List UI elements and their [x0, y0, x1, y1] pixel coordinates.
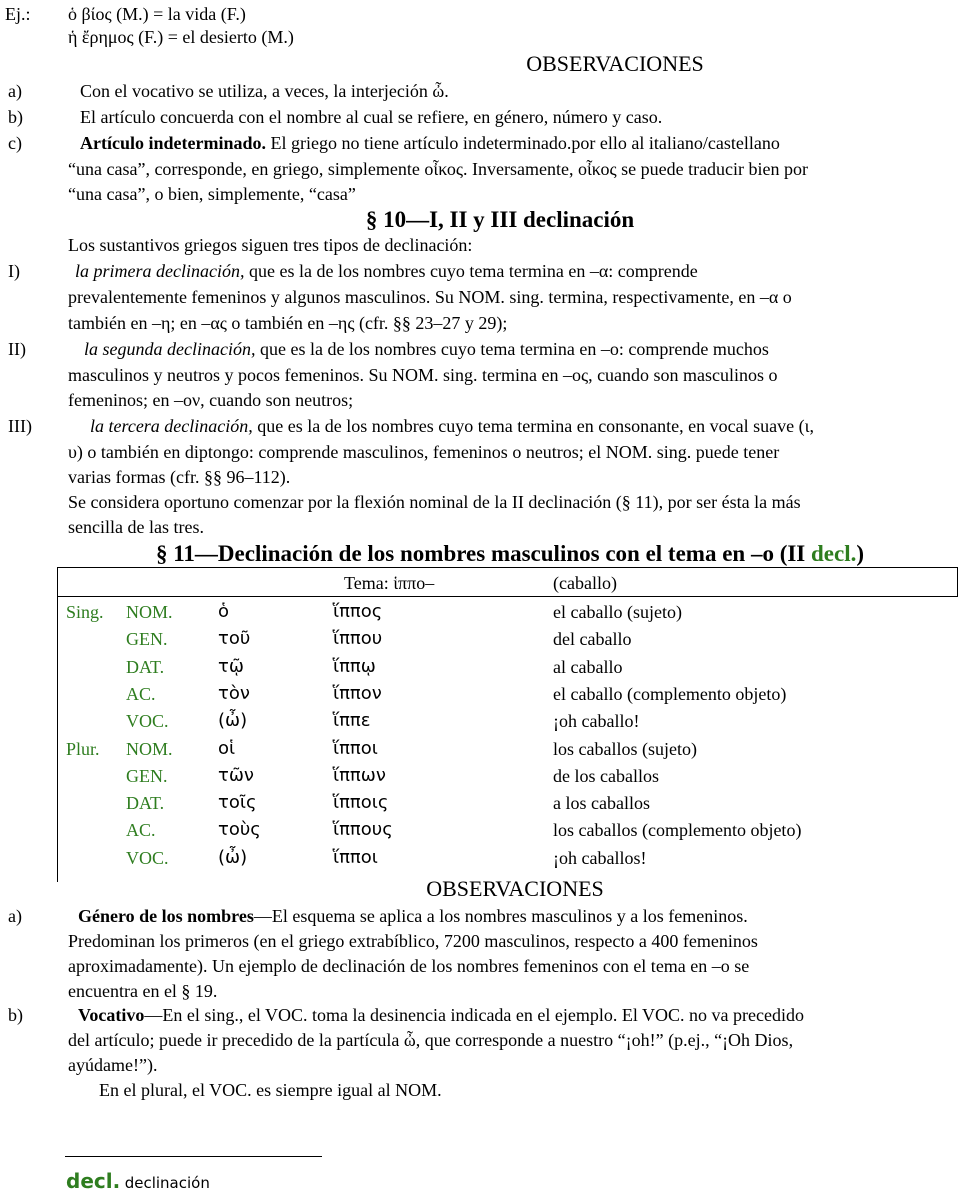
table-cell-gloss: el caballo (complemento objeto) [553, 684, 787, 704]
table-cell-form: ἵπποις [333, 792, 389, 813]
table-cell-case: DAT. [126, 657, 165, 677]
sec10-III-line-3: varias formas (cfr. §§ 96–112). [68, 467, 291, 487]
table-cell-case: NOM. [126, 739, 173, 759]
obs2-b-text-1: —En el sing., el VOC. toma la desinencia indicada en el ejemplo. El VOC. no va precedido [144, 1005, 805, 1025]
table-left-rule [57, 596, 58, 882]
table-cell-number: Sing. [66, 602, 104, 622]
sec10-II-line-2: masculinos y neutros y pocos femeninos. Su NOM. sing. termina en –ος, cuando son masculinos o [68, 365, 778, 385]
table-cell-form: ἵππων [333, 765, 386, 786]
obs2-b-line-3: ayúdame!”). [68, 1055, 158, 1075]
obs2-a-bold: Género de los nombres [78, 906, 254, 926]
table-cell-form: ἵππε [333, 710, 371, 731]
obs1-a-marker: a) [8, 81, 22, 101]
obs2-plural-note: En el plural, el VOC. es siempre igual al NOM. [99, 1080, 442, 1100]
table-cell-case: VOC. [126, 848, 169, 868]
obs2-a-marker: a) [8, 906, 22, 926]
table-cell-number: Plur. [66, 739, 100, 759]
table-cell-gloss: los caballos (sujeto) [553, 739, 697, 759]
sec10-III-marker: III) [8, 416, 32, 436]
table-tema-label: Tema: ἱππο– [344, 573, 435, 593]
footnote [66, 1170, 210, 1194]
table-cell-form: ἵππου [333, 628, 383, 649]
obs1-c-marker: c) [8, 133, 22, 153]
obs2-a-line-3: aproximadamente). Un ejemplo de declinación de los nombres femeninos con el tema en –ο se [68, 956, 750, 976]
obs2-b-bold: Vocativo [78, 1005, 145, 1025]
obs1-c-text-1: El griego no tiene artículo indeterminado.por ello al italiano/castellano [270, 133, 780, 153]
table-cell-article: τοὺς [218, 819, 261, 840]
obs2-a-text-1: —El esquema se aplica a los nombres masculinos y a los femeninos. [253, 906, 748, 926]
table-cell-case: DAT. [126, 793, 165, 813]
table-cell-case: VOC. [126, 711, 169, 731]
sec10-I-text-1: que es la de los nombres cuyo tema termina en –α: comprende [248, 261, 698, 281]
sec10-II-marker: II) [8, 339, 26, 359]
sec10-III-line-1 [90, 415, 814, 437]
table-cell-form: ἵππους [333, 819, 393, 840]
sec11-title-main: § 11—Declinación de los nombres masculinos con el tema en –ο (II [155, 541, 806, 566]
table-cell-article: ὁ [218, 601, 230, 622]
obs2-a-line-4: encuentra en el § 19. [68, 981, 218, 1001]
example-prefix: Ej.: [5, 4, 31, 24]
table-cell-form: ἵππος [333, 601, 383, 622]
sec10-III-text-1: que es la de los nombres cuyo tema termina en consonante, en vocal suave (ι, [257, 416, 814, 436]
obs1-c-line-1 [80, 132, 780, 154]
footnote-term: decl. [66, 1169, 121, 1193]
obs2-b-line-2: del artículo; puede ir precedido de la partícula ὦ, que corresponde a nuestro “¡oh!” (p.ej., “¡Oh Dios, [68, 1030, 794, 1050]
section-11-title [0, 540, 960, 568]
table-cell-article: τῶν [218, 765, 254, 786]
table-cell-case: GEN. [126, 766, 168, 786]
table-cell-article: τοῖς [218, 792, 257, 813]
table-cell-case: AC. [126, 684, 156, 704]
sec10-I-line-3: también en –η; en –ας o también en –ης (cfr. §§ 23–27 y 29); [68, 313, 508, 333]
obs2-b-marker: b) [8, 1005, 23, 1025]
example-line-2: ἡ ἔρημος (F.) = el desierto (M.) [68, 27, 294, 47]
table-cell-gloss: los caballos (complemento objeto) [553, 820, 802, 840]
table-cell-article: (ὦ) [218, 847, 248, 868]
table-tema-gloss: (caballo) [553, 573, 617, 593]
table-cell-gloss: el caballo (sujeto) [553, 602, 682, 622]
obs2-a-line-2: Predominan los primeros (en el griego extrabíblico, 7200 masculinos, respecto a 400 femeninos [68, 931, 758, 951]
obs2-b-line-1 [78, 1004, 804, 1026]
footnote-rule [65, 1156, 322, 1157]
sec10-II-line-3: femeninos; en –ον, cuando son neutros; [68, 390, 354, 410]
table-cell-form: ἵππῳ [333, 656, 376, 677]
table-cell-article: τῷ [218, 656, 244, 677]
table-cell-case: AC. [126, 820, 156, 840]
table-cell-article: τοῦ [218, 628, 251, 649]
obs2-a-line-1 [78, 905, 748, 927]
table-cell-gloss: ¡oh caballo! [553, 711, 640, 731]
table-cell-form: ἵπποι [333, 847, 378, 868]
sec10-III-em: la tercera declinación, [90, 416, 253, 436]
table-cell-gloss: del caballo [553, 629, 632, 649]
table-cell-gloss: de los caballos [553, 766, 659, 786]
sec10-close-line-1: Se considera oportuno comenzar por la flexión nominal de la II declinación (§ 11), por ser ésta la más [68, 492, 801, 512]
table-header-frame [57, 567, 958, 597]
sec10-intro: Los sustantivos griegos siguen tres tipos de declinación: [68, 235, 473, 255]
table-cell-case: NOM. [126, 602, 173, 622]
obs1-a-text: Con el vocativo se utiliza, a veces, la interjeción ὦ. [80, 81, 449, 101]
obs1-b-text: El artículo concuerda con el nombre al cual se refiere, en género, número y caso. [80, 107, 663, 127]
sec11-title-abbrev: decl. [811, 541, 857, 566]
obs1-c-bold: Artículo indeterminado. [80, 133, 266, 153]
sec11-title-close: ) [856, 541, 865, 566]
table-cell-form: ἵπποι [333, 738, 378, 759]
section-10-title: § 10—I, II y III declinación [365, 207, 635, 232]
table-cell-gloss: a los caballos [553, 793, 650, 813]
sec10-III-line-2: υ) o también en diptongo: comprende masculinos, femeninos o neutros; el NOM. sing. puede tener [68, 442, 780, 462]
table-cell-gloss: ¡oh caballos! [553, 848, 647, 868]
obs1-b-marker: b) [8, 107, 23, 127]
sec10-II-text-1: que es la de los nombres cuyo tema termina en –ο: comprende muchos [259, 339, 769, 359]
sec10-I-line-2: prevalentemente femeninos y algunos masculinos. Su NOM. sing. termina, respectivamente, en –α o [68, 287, 792, 307]
obs1-c-line-2: “una casa”, corresponde, en griego, simplemente οἶκος. Inversamente, οἶκος se puede traducir bien por [68, 159, 809, 179]
table-cell-article: τὸν [218, 683, 250, 704]
table-cell-form: ἵππον [333, 683, 382, 704]
sec10-II-em: la segunda declinación, [84, 339, 256, 359]
table-cell-gloss: al caballo [553, 657, 623, 677]
observations-2-heading: OBSERVACIONES [426, 876, 604, 901]
table-cell-article: οἱ [218, 738, 236, 759]
table-cell-case: GEN. [126, 629, 168, 649]
sec10-I-em: la primera declinación, [75, 261, 245, 281]
example-line-1: ὁ βίος (M.) = la vida (F.) [68, 4, 246, 24]
sec10-II-line-1 [84, 338, 769, 360]
obs1-c-line-3: “una casa”, o bien, simplemente, “casa” [68, 184, 356, 204]
table-cell-article: (ὦ) [218, 710, 248, 731]
sec10-close-line-2: sencilla de las tres. [68, 517, 204, 537]
sec10-I-line-1 [75, 260, 698, 282]
sec10-I-marker: I) [8, 261, 20, 281]
observations-heading: OBSERVACIONES [526, 51, 704, 76]
footnote-definition: declinación [124, 1174, 210, 1192]
